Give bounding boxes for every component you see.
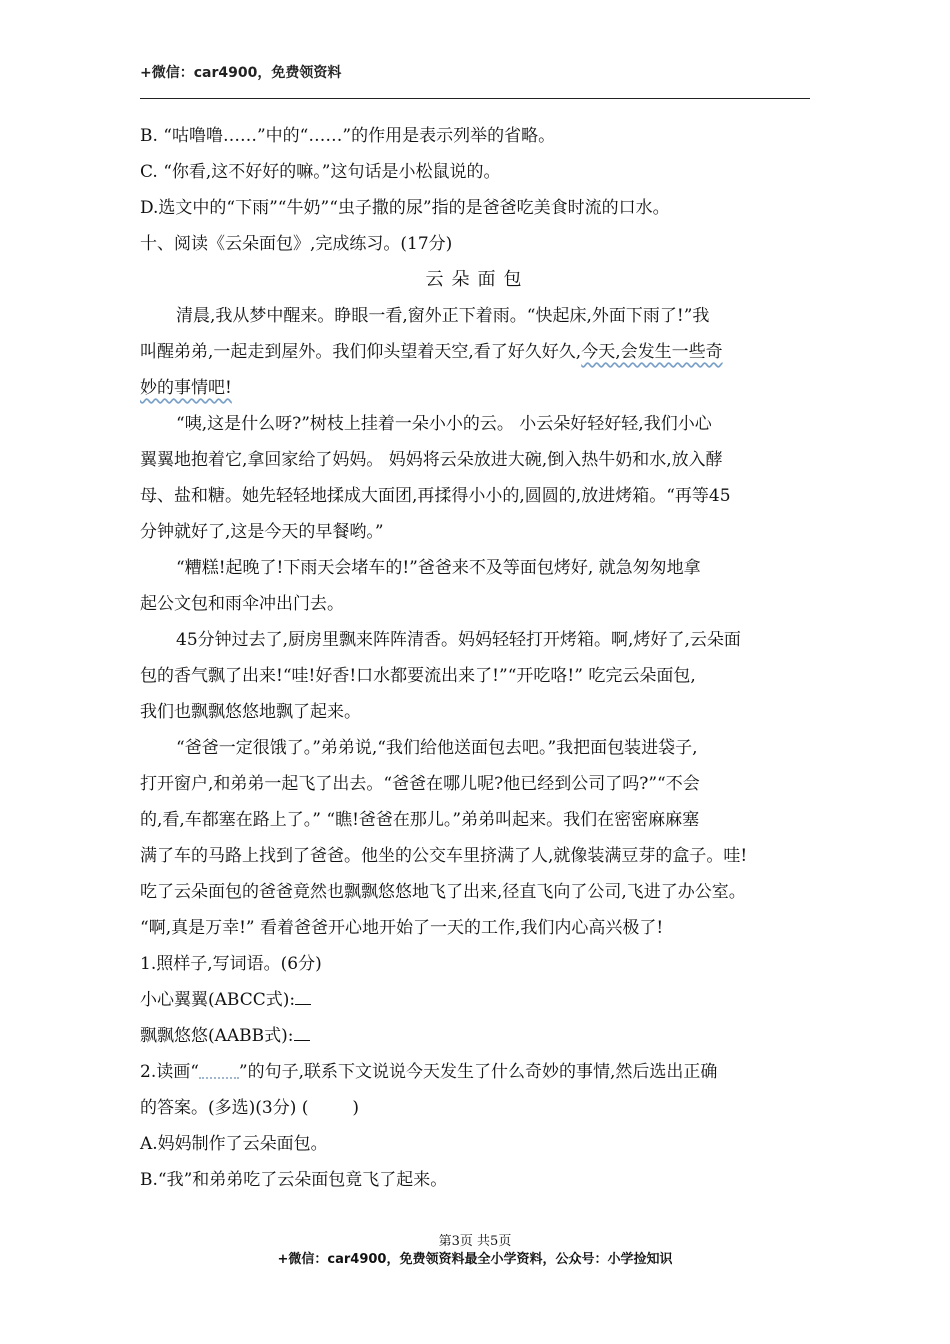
passage-line: 起公文包和雨伞冲出门去。 (140, 594, 344, 614)
passage-text: 叫醒弟弟,一起走到屋外。我们仰头望着天空,看了好久好久, (140, 342, 582, 362)
option-b: B. “咕噜噜……”中的“……”的作用是表示列举的省略。 (140, 126, 556, 146)
question-1b (140, 1018, 815, 1054)
question-2-option-a: A.妈妈制作了云朵面包。 (140, 1134, 328, 1154)
question-2-heading-cont (140, 1090, 815, 1126)
wavy-line-symbol (199, 1067, 239, 1079)
passage-line: 包的香气飘了出来!“哇!好香!口水都要流出来了!”“开吃咯!” 吃完云朵面包, (140, 666, 696, 686)
passage-line: “啊,真是万幸!” 看着爸爸开心地开始了一天的工作,我们内心高兴极了! (140, 918, 664, 938)
question-2-text: ) (352, 1098, 360, 1118)
answer-blank[interactable] (295, 990, 311, 1005)
passage-line: 打开窗户,和弟弟一起飞了出去。“爸爸在哪儿呢?他已经到公司了吗?”“不会 (140, 774, 700, 794)
answer-blank[interactable] (294, 1026, 310, 1041)
passage-line (140, 370, 815, 406)
page-content (140, 118, 815, 1198)
passage-line: 分钟就好了,这是今天的早餐哟。” (140, 522, 384, 542)
passage-line: “爸爸一定很饿了。”弟弟说,“我们给他送面包去吧。”我把面包装进袋子, (176, 738, 698, 758)
section-heading: 十、阅读《云朵面包》,完成练习。(17分) (140, 234, 453, 254)
passage-line: 的,看,车都塞在路上了。” “瞧!爸爸在那儿。”弟弟叫起来。我们在密密麻麻塞 (140, 810, 700, 830)
option-d: D.选文中的“下雨”“牛奶”“虫子撒的尿”指的是爸爸吃美食时流的口水。 (140, 198, 670, 218)
passage-line (140, 334, 815, 370)
wavy-underlined-sentence: 今天,会发生一些奇 (581, 342, 723, 362)
passage-line: 45分钟过去了,厨房里飘来阵阵清香。妈妈轻轻打开烤箱。啊,烤好了,云朵面 (176, 630, 741, 650)
question-1b-label: 飘飘悠悠(AABB式): (140, 1026, 294, 1046)
footer-note: +微信：car4900，免费领资料最全小学资料，公众号：小学捡知识 (277, 1252, 673, 1267)
passage-line: “糟糕!起晚了!下雨天会堵车的!”爸爸来不及等面包烤好, 就急匆匆地拿 (176, 558, 701, 578)
question-2-text: 的答案。(多选)(3分) ( (140, 1098, 309, 1118)
passage-line: 我们也飘飘悠悠地飘了起来。 (140, 702, 361, 722)
passage-line: 满了车的马路上找到了爸爸。他坐的公交车里挤满了人,就像装满豆芽的盒子。哇! (140, 846, 748, 866)
header-note: +微信：car4900，免费领资料 (140, 65, 342, 81)
question-1a (140, 982, 815, 1018)
question-2-heading (140, 1054, 815, 1090)
passage-title: 云朵面包 (425, 269, 530, 290)
question-1-heading: 1.照样子,写词语。(6分) (140, 954, 322, 974)
passage-line: 吃了云朵面包的爸爸竟然也飘飘悠悠地飞了出来,径直飞向了公司,飞进了办公室。 (140, 882, 746, 902)
question-2-option-b: B.“我”和弟弟吃了云朵面包竟飞了起来。 (140, 1170, 448, 1190)
question-1a-label: 小心翼翼(ABCC式): (140, 990, 296, 1010)
question-2-text: ”的句子,联系下文说说今天发生了什么奇妙的事情,然后选出正确 (238, 1062, 718, 1082)
wavy-underlined-sentence: 妙的事情吧! (140, 378, 232, 398)
passage-line: 清晨,我从梦中醒来。睁眼一看,窗外正下着雨。“快起床,外面下雨了!”我 (176, 306, 710, 326)
question-2-text: 2.读画“ (140, 1062, 199, 1082)
option-c: C. “你看,这不好好的嘛。”这句话是小松鼠说的。 (140, 162, 501, 182)
passage-line: 母、盐和糖。她先轻轻地揉成大面团,再揉得小小的,圆圆的,放进烤箱。“再等45 (140, 486, 731, 506)
passage-line: “咦,这是什么呀?”树枝上挂着一朵小小的云。 小云朵好轻好轻,我们小心 (176, 414, 712, 434)
header-divider (140, 98, 810, 99)
passage-line: 翼翼地抱着它,拿回家给了妈妈。 妈妈将云朵放进大碗,倒入热牛奶和水,放入酵 (140, 450, 723, 470)
page-number: 第3页 共5页 (438, 1234, 512, 1249)
